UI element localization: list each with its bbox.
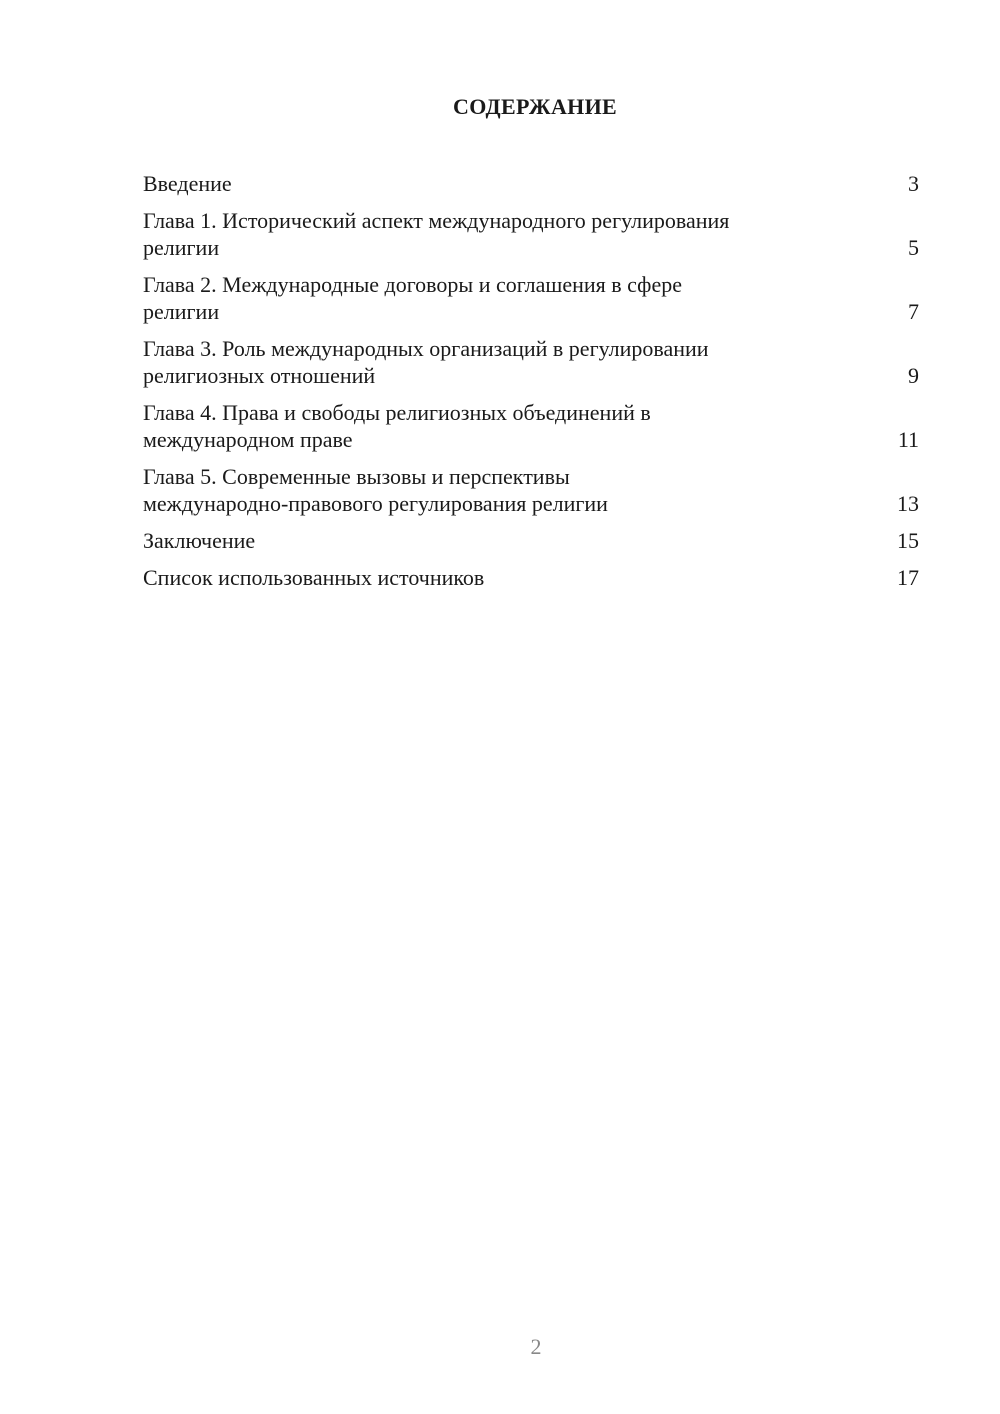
toc-entry-line: Глава 1. Исторический аспект международного регулирования <box>143 208 730 233</box>
toc-entry-page-number: 13 <box>897 491 919 516</box>
toc-entry-line: Список использованных источников <box>143 565 485 590</box>
toc-entry-line: Заключение <box>143 528 256 553</box>
toc-entry-page-number: 3 <box>908 171 919 196</box>
toc-entry-title <box>143 463 889 517</box>
toc-entry-title <box>143 170 889 197</box>
toc-entry-title <box>143 399 889 453</box>
toc-entry-chapter-1[interactable] <box>143 207 919 261</box>
toc-entry-line: Глава 3. Роль международных организаций в регулировании <box>143 336 709 361</box>
toc-entry-title <box>143 527 889 554</box>
toc-entry-line: Глава 5. Современные вызовы и перспективы <box>143 464 570 489</box>
toc-entry-chapter-5[interactable] <box>143 463 919 517</box>
toc-entry-line: религии <box>143 299 220 324</box>
toc-entry-line: Введение <box>143 171 232 196</box>
toc-entry-chapter-2[interactable] <box>143 271 919 325</box>
toc-entry-line: Глава 2. Международные договоры и соглашения в сфере <box>143 272 682 297</box>
toc-entry-title <box>143 271 889 325</box>
page-number: 2 <box>530 1334 542 1359</box>
toc-entry-conclusion[interactable] <box>143 527 919 554</box>
toc-entry-page-number: 17 <box>897 565 919 590</box>
toc-entry-page-number: 7 <box>908 299 919 324</box>
toc-entry-page-number: 11 <box>897 427 919 452</box>
toc-entry-title <box>143 207 889 261</box>
toc-entry-line: религиозных отношений <box>143 363 376 388</box>
toc-entry-line: Глава 4. Права и свободы религиозных объединений в <box>143 400 651 425</box>
toc-entry-introduction[interactable] <box>143 170 919 197</box>
toc-entry-title <box>143 335 889 389</box>
toc-entry-page-number: 15 <box>897 528 919 553</box>
toc-entry-line: международно-правового регулирования религии <box>143 491 608 516</box>
table-of-contents <box>143 170 919 601</box>
toc-entry-references[interactable] <box>143 564 919 591</box>
toc-entry-chapter-4[interactable] <box>143 399 919 453</box>
toc-entry-title <box>143 564 889 591</box>
toc-entry-page-number: 5 <box>908 235 919 260</box>
toc-entry-line: международном праве <box>143 427 353 452</box>
toc-entry-line: религии <box>143 235 220 260</box>
toc-title: СОДЕРЖАНИЕ <box>453 94 617 119</box>
toc-entry-chapter-3[interactable] <box>143 335 919 389</box>
toc-entry-page-number: 9 <box>908 363 919 388</box>
